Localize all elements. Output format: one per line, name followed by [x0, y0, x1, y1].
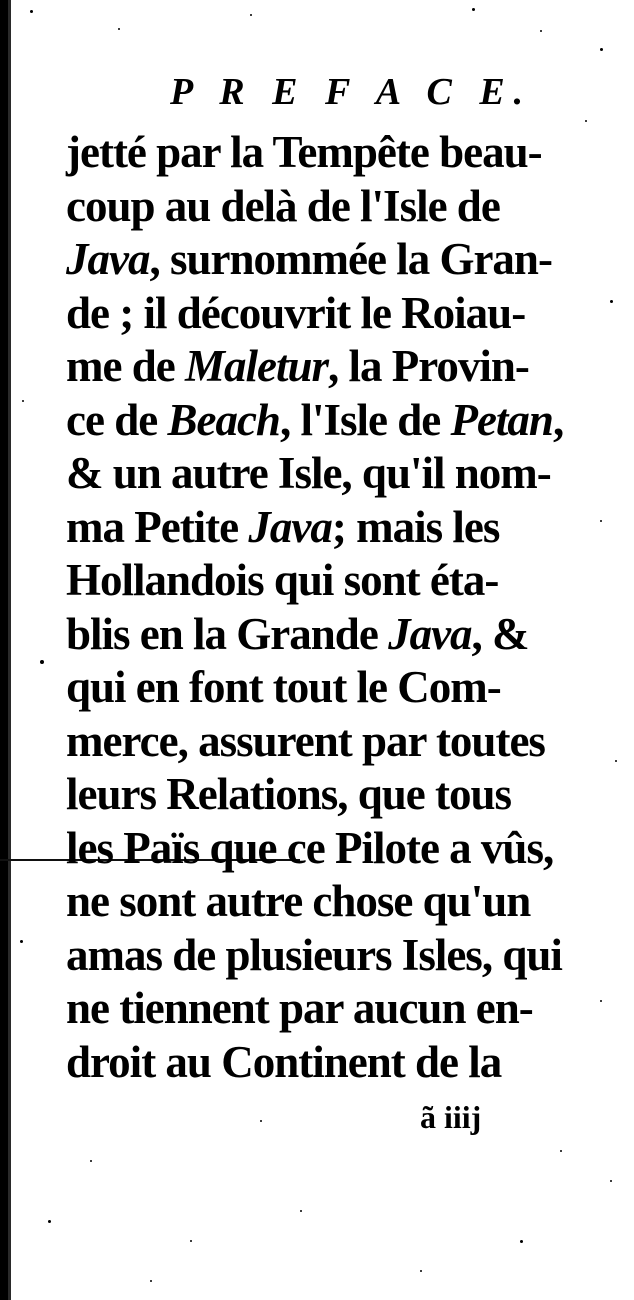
- scan-speck: [540, 30, 542, 32]
- text-run: ,: [552, 394, 564, 445]
- text-run: ; mais les: [331, 501, 500, 552]
- page-gutter-shadow: [8, 0, 11, 1300]
- text-run: , l'Isle de: [279, 394, 451, 445]
- text-run: de ; il découvrit le Roiau-: [66, 287, 526, 338]
- text-line: [66, 876, 530, 926]
- scan-speck: [260, 1120, 262, 1122]
- scan-speck: [30, 10, 33, 13]
- text-line: [66, 716, 545, 766]
- scan-speck: [472, 8, 475, 11]
- scan-speck: [150, 1280, 152, 1282]
- italic-word: Java: [388, 608, 472, 659]
- text-run: leurs Relations, que tous: [66, 769, 512, 819]
- text-line: [66, 555, 498, 605]
- text-run: droit au Continent de la: [66, 1036, 502, 1087]
- italic-word: Maletur: [184, 341, 328, 391]
- scan-speck: [190, 1240, 192, 1242]
- text-line: [66, 930, 562, 980]
- italic-word: Petan: [450, 394, 553, 445]
- text-run: me de: [66, 341, 185, 391]
- text-line: [66, 769, 511, 819]
- text-run: les Païs que ce Pilote a vûs,: [66, 822, 554, 873]
- scan-speck: [600, 520, 602, 522]
- text-line: [66, 1037, 501, 1087]
- scan-speck: [90, 1160, 92, 1162]
- text-line: [66, 288, 525, 338]
- text-line: [66, 448, 551, 498]
- text-run: blis en la Grande: [66, 608, 389, 659]
- text-run: & un autre Isle, qu'il nom-: [66, 448, 551, 498]
- text-run: , la Provin-: [328, 341, 529, 391]
- scan-speck: [560, 1150, 562, 1152]
- text-run: ne sont autre chose qu'un: [66, 876, 531, 926]
- scan-speck: [420, 1270, 422, 1272]
- text-run: amas de plusieurs Isles, qui: [66, 929, 562, 980]
- text-run: Hollandois qui sont éta-: [66, 555, 499, 605]
- page-gutter-edge: [0, 0, 8, 1300]
- text-run: , surnommée la Gran-: [149, 234, 552, 284]
- text-run: merce, assurent par toutes: [66, 715, 545, 766]
- text-line: [66, 823, 553, 873]
- scan-speck: [22, 400, 24, 402]
- text-line: [66, 234, 552, 284]
- text-run: jetté par la Tempête beau-: [66, 127, 542, 177]
- scan-speck: [118, 28, 120, 30]
- text-run: ne tiennent par aucun en-: [66, 983, 533, 1033]
- running-title: P R E F A C E.: [170, 71, 533, 113]
- signature-mark: ã iiij: [420, 1099, 482, 1135]
- scan-speck: [300, 1210, 302, 1212]
- text-line: [66, 181, 500, 231]
- text-line: [66, 395, 563, 445]
- text-line: [66, 609, 529, 659]
- scan-speck: [615, 760, 617, 762]
- scan-speck: [600, 1000, 602, 1002]
- scan-speck: [520, 1240, 523, 1243]
- text-line: [66, 127, 542, 177]
- text-line: [66, 502, 499, 552]
- text-run: qui en font tout le Com-: [66, 662, 501, 712]
- text-line: [66, 662, 501, 712]
- scan-speck: [250, 14, 252, 16]
- scan-speck: [40, 660, 44, 664]
- scan-speck: [20, 940, 23, 943]
- text-line: [66, 341, 529, 391]
- text-run: , &: [471, 608, 529, 659]
- text-run: coup au delà de l'Isle de: [66, 180, 500, 231]
- text-line: [66, 983, 533, 1033]
- text-run: ma Petite: [66, 501, 249, 552]
- scan-speck: [610, 1180, 612, 1182]
- scan-speck: [600, 48, 603, 51]
- scan-speck: [48, 1220, 51, 1223]
- italic-word: Java: [248, 501, 332, 552]
- text-run: ce de: [66, 394, 168, 445]
- italic-word: Java: [66, 234, 150, 284]
- scan-speck: [585, 120, 587, 122]
- scan-speck: [610, 300, 613, 303]
- italic-word: Beach: [167, 394, 280, 445]
